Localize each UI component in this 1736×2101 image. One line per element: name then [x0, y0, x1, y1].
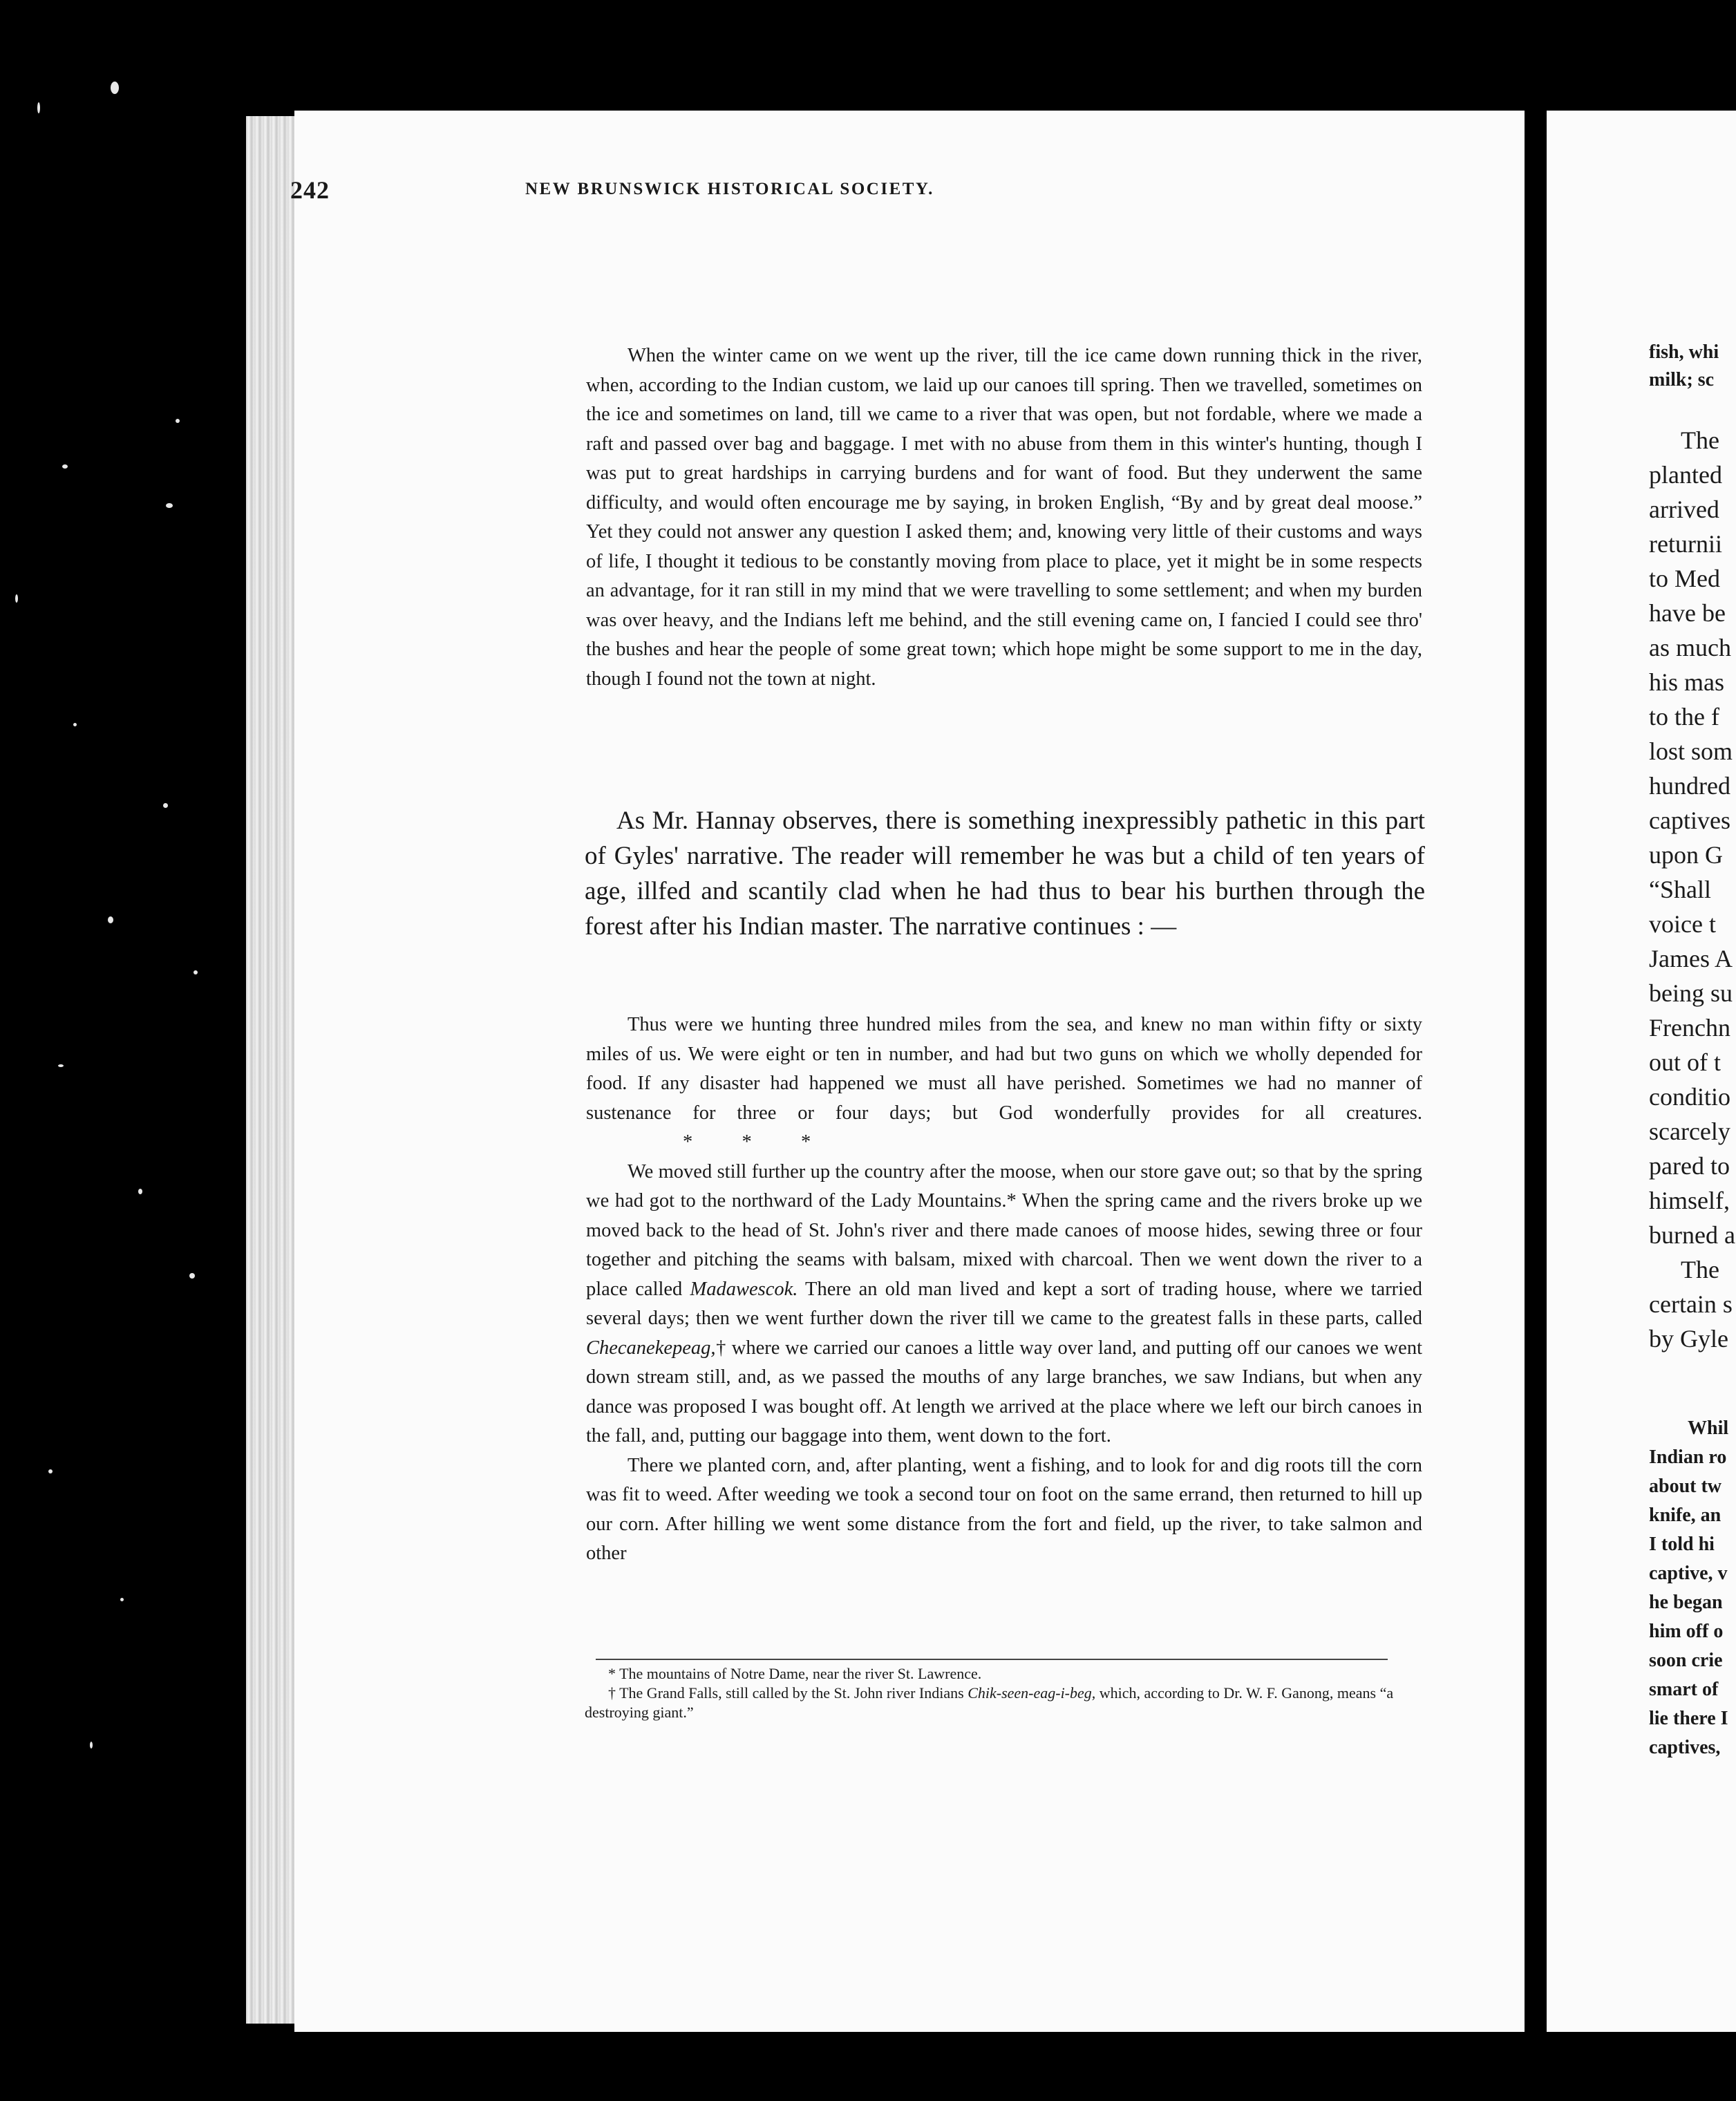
dust-speck	[189, 1273, 195, 1279]
right-page-line: being su	[1649, 979, 1733, 1007]
right-page-body	[1649, 423, 1736, 1356]
right-page-line: planted	[1649, 461, 1722, 489]
right-page-line: “Shall	[1649, 876, 1711, 903]
book-gutter	[246, 116, 294, 2024]
dust-speck	[163, 803, 168, 808]
right-page-line: The	[1681, 1256, 1719, 1283]
quoted-paragraph: When the winter came on we went up the river, till the ice came down running thick in the river, when, according to the Indian custom, we laid up our canoes till spring. Then we travelled, sometimes on the ice and sometimes on land, till we came to a river that was open, but not fordable, where we made a raft and passed over bag and baggage. I met with no abuse from them in this winter's hunting, though I was put to great hardships in carrying burdens and for want of food. But they underwent the same difficulty, and would often encourage me by saying, in broken English, “By and by great deal moose.” Yet they could not answer any question I asked them; and, knowing very little of their customs and ways of life, I thought it tedious to be constantly moving from place to place, yet it might be in some respects an advantage, for it ran still in my mind that we were travelling to some settlement; and when my burden was over heavy, and the Indians left me behind, and the still evening came on, I fancied I could see thro' the bushes and hear the people of some great town; which hope might be some support to me in the day, though I found not the town at night.	[586, 345, 1422, 690]
dust-speck	[120, 1598, 124, 1601]
right-page-line: soon crie	[1649, 1650, 1723, 1671]
footnote-italic: Chik-seen-eag-i-beg,	[968, 1684, 1096, 1702]
quoted-text: We moved still further up the country after the moose, when our store gave out; so that by the spring we had got to the northward of the Lady Mountains.* When the spring came and the rivers broke up we moved back to the head of St. John's river and there made canoes of moose hides, sewing three or four together and pitching the seams with balsam, mixed with charcoal. Then we went down the river to a place called	[586, 1160, 1422, 1300]
right-page-line: knife, an	[1649, 1505, 1721, 1526]
right-page-line: burned a	[1649, 1221, 1735, 1249]
footnote-rule	[596, 1659, 1388, 1660]
dust-speck	[176, 419, 180, 423]
right-page-line: lost som	[1649, 737, 1733, 765]
ellipsis-stars: * * *	[683, 1131, 811, 1153]
quoted-paragraph	[586, 1010, 1422, 1158]
right-page-line: lie there I	[1649, 1708, 1728, 1729]
right-page-line: returnii	[1649, 530, 1722, 558]
right-page-line: Whil	[1688, 1417, 1729, 1439]
dust-speck	[73, 723, 77, 726]
footnote-text: † The Grand Falls, still called by the St. John river Indians	[608, 1684, 968, 1702]
right-page-line: by Gyle	[1649, 1325, 1728, 1353]
quoted-text: There an old man lived and kept a sort of trading house, where we tarried several days; then we went further down the river till we came to the greatest falls in these parts, called	[586, 1278, 1422, 1329]
dust-speck	[138, 1189, 142, 1194]
right-page-line: pared to	[1649, 1152, 1730, 1180]
right-page-line: upon G	[1649, 841, 1723, 869]
right-page-line: hundred	[1649, 772, 1730, 800]
dust-speck	[58, 1064, 64, 1067]
right-page-quote	[1649, 1414, 1736, 1762]
place-name-italic: Checanekepeag,	[586, 1337, 716, 1359]
right-page-line: Frenchn	[1649, 1014, 1730, 1042]
right-page-line: as much	[1649, 634, 1731, 661]
right-page-line: conditio	[1649, 1083, 1730, 1111]
commentary-paragraph	[585, 803, 1425, 944]
right-page-line: smart of	[1649, 1679, 1719, 1700]
right-page-line: him off o	[1649, 1621, 1724, 1642]
dust-speck	[62, 464, 68, 469]
right-page-line: The	[1681, 426, 1719, 454]
right-page-line: certain s	[1649, 1290, 1733, 1318]
footnote-1: * The mountains of Notre Dame, near the river St. Lawrence.	[608, 1665, 982, 1682]
page-header	[290, 176, 1424, 217]
right-page-line: fish, whi	[1649, 341, 1719, 363]
right-page-line: voice t	[1649, 910, 1716, 938]
right-page-line: captives,	[1649, 1737, 1721, 1758]
right-page-line: James A	[1649, 945, 1733, 972]
quoted-text: Thus were we hunting three hundred miles from the sea, and knew no man within fifty or sixty miles of us. We were eight or ten in number, and had but two guns on which we wholly depended for food. If any disaster had happened we must all have perished. Sometimes we had no manner of sustenance for three or four days; but God wonderfully provides for all creatures.	[586, 1014, 1422, 1124]
right-page-line: to Med	[1649, 565, 1720, 592]
footnotes	[585, 1664, 1425, 1722]
dust-speck	[48, 1469, 53, 1473]
quoted-paragraph: There we planted corn, and, after planting, went a fishing, and to look for and dig roots till the corn was fit to weed. After weeding we took a second tour on foot on the same errand, then returned to hill up our corn. After hilling we went some distance from the fort and field, up the river, to take salmon and other	[586, 1454, 1422, 1564]
right-page-line: himself,	[1649, 1187, 1730, 1214]
page-number: 242	[290, 176, 330, 204]
dust-speck	[108, 916, 113, 923]
quoted-text: † where we carried our canoes a little way over land, and putting off our canoes we went down stream still, and, as we passed the mouths of any large branches, we saw Indians, but when any dance was proposed I was bought off. At length we arrived at the place where we left our birch canoes in the fall, and, putting our baggage into them, went down to the fort.	[586, 1337, 1422, 1447]
right-page-line: to the f	[1649, 703, 1719, 731]
dust-speck	[194, 970, 198, 974]
right-page-line: arrived	[1649, 496, 1719, 523]
quoted-passage-2	[586, 1010, 1422, 1569]
footnote-2	[585, 1684, 1425, 1722]
right-page-line: milk; sc	[1649, 369, 1715, 390]
right-page-line: about tw	[1649, 1476, 1722, 1497]
right-page-line: have be	[1649, 599, 1726, 627]
right-page-line: captives	[1649, 807, 1730, 834]
place-name-italic: Madawescok.	[690, 1278, 798, 1300]
right-page-line: Indian ro	[1649, 1447, 1727, 1468]
dust-speck	[37, 102, 40, 113]
right-page-line: captive, v	[1649, 1563, 1728, 1584]
right-page-line: out of t	[1649, 1048, 1721, 1076]
right-page-line: his mas	[1649, 668, 1725, 696]
quoted-paragraph	[586, 1158, 1422, 1451]
footnote-text: which, according to Dr. W. F. Ganong, means “a destroying giant.”	[585, 1684, 1394, 1721]
running-head: NEW BRUNSWICK HISTORICAL SOCIETY.	[525, 180, 934, 198]
commentary-text: As Mr. Hannay observes, there is something inexpressibly pathetic in this part of Gyles' narrative. The reader will remember he was but a child of ten years of age, illfed and scantily clad when he had thus to bear his burthen through the forest after his Indian master. The narrative continues : —	[585, 807, 1425, 941]
dust-speck	[90, 1742, 93, 1749]
dust-speck	[111, 82, 119, 94]
right-page-line: I told hi	[1649, 1534, 1715, 1555]
right-page-line: he began	[1649, 1592, 1723, 1613]
right-page-line: scarcely	[1649, 1118, 1730, 1145]
right-page-top-lines	[1649, 339, 1719, 394]
dust-speck	[15, 594, 18, 603]
dust-speck	[166, 503, 173, 508]
quoted-passage-1	[586, 341, 1422, 694]
